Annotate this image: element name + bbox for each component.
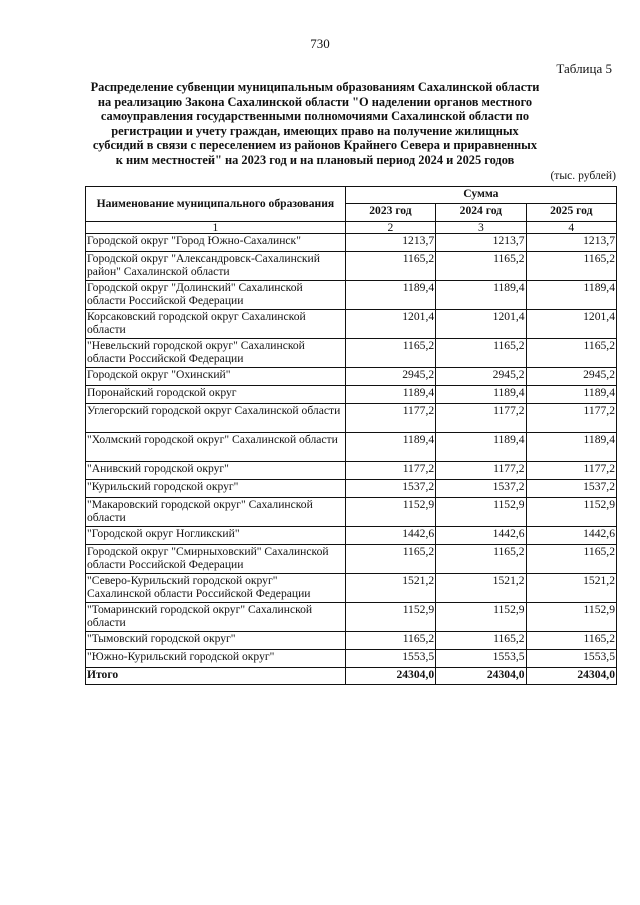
table-row [86,650,617,668]
amount-2025: 1152,9 [526,498,616,527]
municipality-name: "Анивский городской округ" [86,462,346,480]
table-row [86,545,617,574]
amount-2024: 1152,9 [436,498,526,527]
amount-2023: 1152,9 [345,498,435,527]
amount-2023: 1165,2 [345,545,435,574]
municipality-name: Городской округ "Смирныховский" Сахалинской области Российской Федерации [86,545,346,574]
table-row [86,252,617,281]
amount-2023: 1189,4 [345,281,435,310]
table-row [86,574,617,603]
municipality-name: "Южно-Курильский городской округ" [86,650,346,668]
municipality-name: Городской округ "Долинский" Сахалинской области Российской Федерации [86,281,346,310]
table-row [86,386,617,404]
municipality-name: Поронайский городской округ [86,386,346,404]
amount-2023: 1537,2 [345,480,435,498]
table-row [86,339,617,368]
amount-2023: 1177,2 [345,404,435,433]
header-year-2024: 2024 год [436,204,526,222]
amount-2023: 2945,2 [345,368,435,386]
total-amount-2024: 24304,0 [436,668,526,685]
amount-2024: 1213,7 [436,234,526,252]
amount-2023: 1165,2 [345,632,435,650]
document-title: Распределение субвенции муниципальным образованиям Сахалинской области на реализацию Закона Сахалинской области "О наделении органов местного самоуправления государственными полномочиями Сахалинской области по регистрации и учету граждан, имеющих право на получение жилищных субсидий в связи с переселением из районов Крайнего Севера и приравненных к ним местностей" на 2023 год и на плановый период 2024 и 2025 годов [90,80,540,167]
header-name: Наименование муниципального образования [86,187,346,222]
amount-2025: 1177,2 [526,404,616,433]
units-note: (тыс. рублей) [550,169,616,182]
amount-2025: 1213,7 [526,234,616,252]
amount-2024: 1442,6 [436,527,526,545]
municipality-name: Городской округ "Александровск-Сахалинский район" Сахалинской области [86,252,346,281]
amount-2024: 1165,2 [436,632,526,650]
municipality-name: "Томаринский городской округ" Сахалинской области [86,603,346,632]
municipality-name: Углегорский городской округ Сахалинской области [86,404,346,433]
municipality-name: "Невельский городской округ" Сахалинской области Российской Федерации [86,339,346,368]
total-row [86,668,617,685]
amount-2025: 1165,2 [526,339,616,368]
table-row [86,603,617,632]
amount-2025: 1442,6 [526,527,616,545]
column-index: 4 [526,222,616,234]
table-row [86,433,617,462]
amount-2025: 1189,4 [526,433,616,462]
total-amount-2025: 24304,0 [526,668,616,685]
amount-2023: 1189,4 [345,386,435,404]
table-row [86,498,617,527]
municipality-name: "Тымовский городской округ" [86,632,346,650]
amount-2024: 1177,2 [436,404,526,433]
column-index: 1 [86,222,346,234]
amount-2025: 1553,5 [526,650,616,668]
table-row [86,310,617,339]
amount-2024: 1177,2 [436,462,526,480]
amount-2025: 1537,2 [526,480,616,498]
amount-2024: 1165,2 [436,252,526,281]
amount-2024: 1537,2 [436,480,526,498]
amount-2025: 1521,2 [526,574,616,603]
amount-2025: 1189,4 [526,281,616,310]
amount-2024: 1165,2 [436,545,526,574]
amount-2024: 2945,2 [436,368,526,386]
total-label: Итого [86,668,346,685]
header-year-2025: 2025 год [526,204,616,222]
municipality-name: "Макаровский городской округ" Сахалинской области [86,498,346,527]
column-index-row [86,222,617,234]
table-row [86,632,617,650]
amount-2025: 1165,2 [526,545,616,574]
amount-2023: 1553,5 [345,650,435,668]
table-row [86,480,617,498]
municipality-name: "Северо-Курильский городской округ" Сахалинской области Российской Федерации [86,574,346,603]
amount-2024: 1553,5 [436,650,526,668]
page-number: 730 [310,36,330,51]
municipality-name: Корсаковский городской округ Сахалинской области [86,310,346,339]
amount-2024: 1189,4 [436,281,526,310]
amount-2023: 1201,4 [345,310,435,339]
table-row [86,281,617,310]
amount-2024: 1189,4 [436,386,526,404]
amount-2024: 1521,2 [436,574,526,603]
column-index: 2 [345,222,435,234]
total-amount-2023: 24304,0 [345,668,435,685]
amount-2023: 1213,7 [345,234,435,252]
amount-2025: 1165,2 [526,252,616,281]
header-sum: Сумма [345,187,616,204]
amount-2025: 2945,2 [526,368,616,386]
municipality-name: "Курильский городской округ" [86,480,346,498]
table-label: Таблица 5 [556,61,612,76]
amount-2025: 1165,2 [526,632,616,650]
municipality-name: Городской округ "Охинский" [86,368,346,386]
column-index: 3 [436,222,526,234]
header-year-2023: 2023 год [345,204,435,222]
municipality-name: "Холмский городской округ" Сахалинской области [86,433,346,462]
table-row [86,527,617,545]
table-row [86,234,617,252]
amount-2023: 1165,2 [345,339,435,368]
amount-2024: 1152,9 [436,603,526,632]
amount-2023: 1189,4 [345,433,435,462]
amount-2023: 1521,2 [345,574,435,603]
amount-2025: 1201,4 [526,310,616,339]
amount-2025: 1189,4 [526,386,616,404]
amount-2023: 1165,2 [345,252,435,281]
table-row [86,462,617,480]
amount-2024: 1201,4 [436,310,526,339]
table-row [86,368,617,386]
municipality-name: "Городской округ Ногликский" [86,527,346,545]
amount-2024: 1189,4 [436,433,526,462]
amount-2024: 1165,2 [436,339,526,368]
amount-2025: 1177,2 [526,462,616,480]
municipality-name: Городской округ "Город Южно-Сахалинск" [86,234,346,252]
subvention-table [85,186,617,685]
table-row [86,404,617,433]
amount-2023: 1152,9 [345,603,435,632]
amount-2025: 1152,9 [526,603,616,632]
amount-2023: 1442,6 [345,527,435,545]
amount-2023: 1177,2 [345,462,435,480]
